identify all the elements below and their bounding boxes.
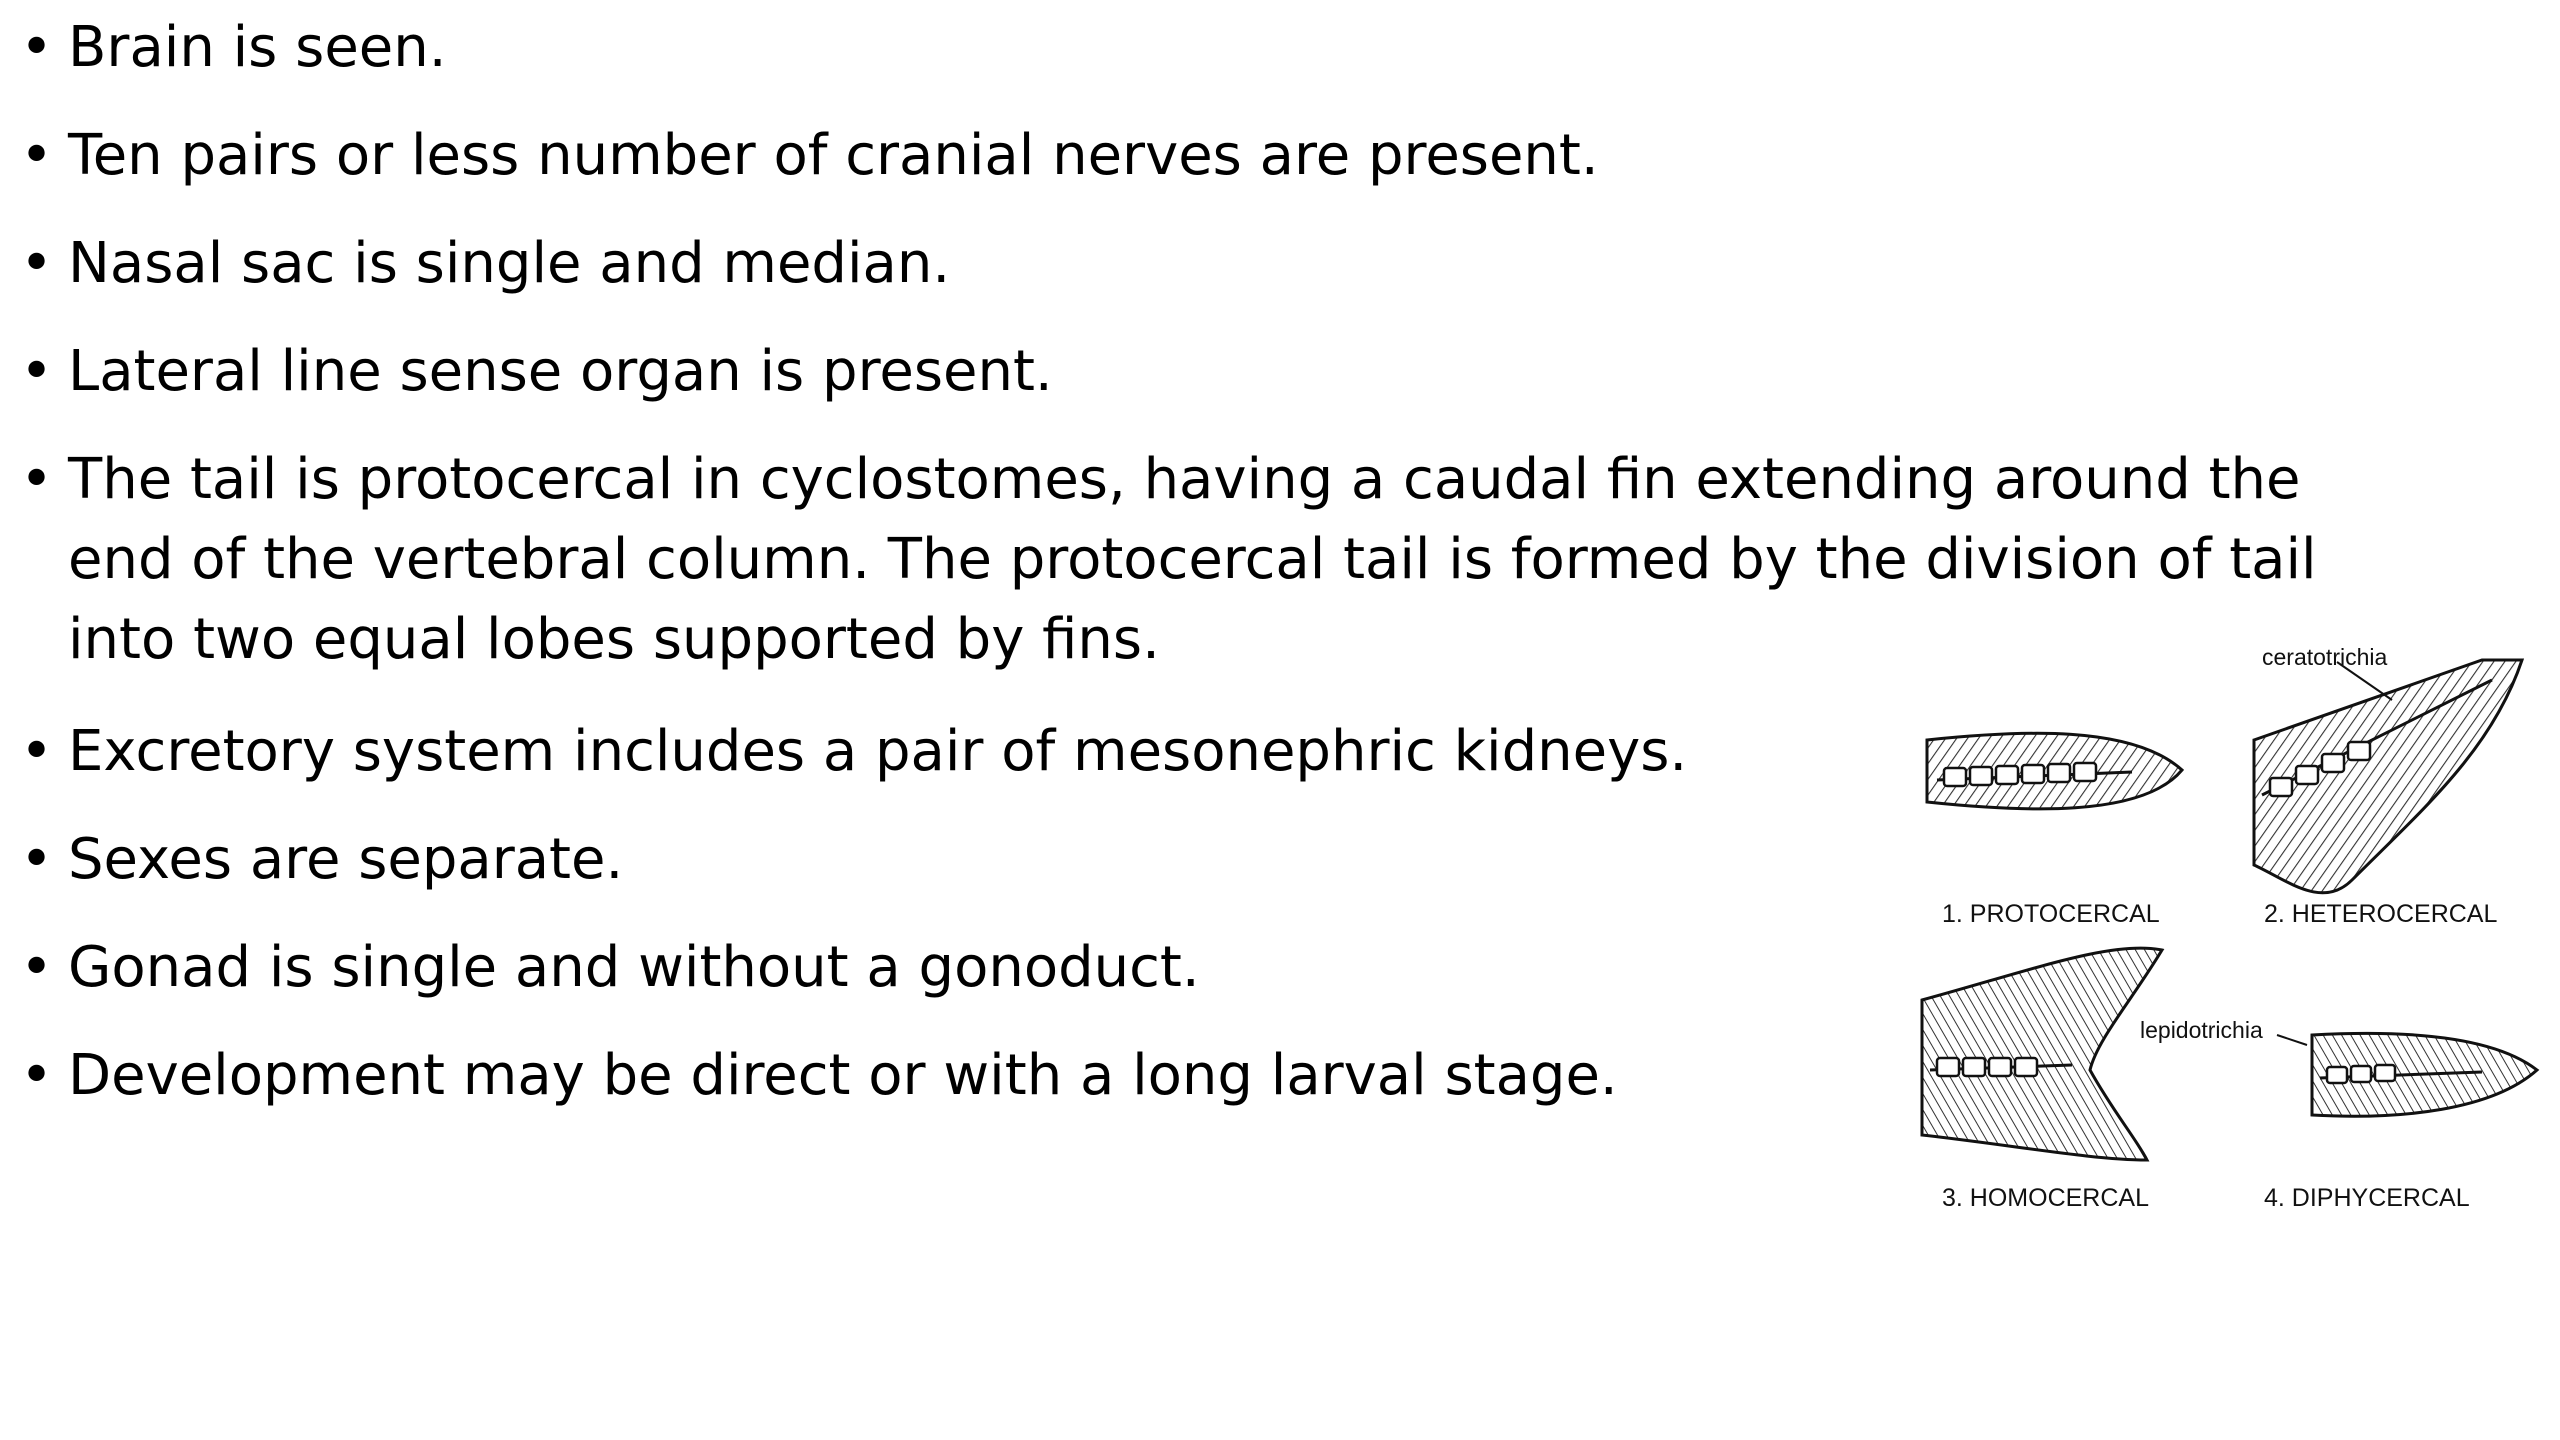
label-homocercal: 3. HOMOCERCAL: [1942, 1184, 2149, 1212]
bullet-text: • Ten pairs or less number of cranial nerves are present.: [68, 123, 1599, 188]
tail-types-figure: [1882, 640, 2550, 1250]
bullet-brain: [20, 8, 2528, 88]
label-heterocercal: 2. HETEROCERCAL: [2264, 900, 2498, 928]
bullet-text: • Development may be direct or with a long larval stage.: [68, 1043, 1618, 1108]
bullet-text: • Lateral line sense organ is present.: [68, 339, 1053, 404]
label-diphycercal: 4. DIPHYCERCAL: [2264, 1184, 2470, 1212]
lepidotrichia-callout: lepidotrichia: [2140, 1017, 2263, 1043]
ceratotrichia-callout: ceratotrichia: [2262, 644, 2388, 670]
bullet-cranial-nerves: [20, 116, 2528, 196]
diphycercal-tail-drawing: [2277, 1033, 2537, 1116]
bullet-text: • Brain is seen.: [68, 15, 447, 80]
bullet-text: • Excretory system includes a pair of mesonephric kidneys.: [68, 719, 1688, 784]
bullet-text: • Gonad is single and without a gonoduct.: [68, 935, 1200, 1000]
homocercal-tail-drawing: [1922, 948, 2162, 1160]
bullet-text-line-3: into two equal lobes supported by fins.: [68, 607, 1160, 672]
heterocercal-tail-drawing: [2254, 660, 2522, 893]
bullet-text: • Nasal sac is single and median.: [68, 231, 951, 296]
tail-types-diagram: [1882, 640, 2550, 1250]
bullet-text: • Sexes are separate.: [68, 827, 624, 892]
protocercal-tail-drawing: [1927, 733, 2182, 809]
bullet-text-line-1: • The tail is protocercal in cyclostomes, having a caudal fin extending around the: [68, 447, 2301, 512]
label-protocercal: 1. PROTOCERCAL: [1942, 900, 2160, 928]
bullet-lateral-line: [20, 332, 2528, 412]
bullet-nasal-sac: [20, 224, 2528, 304]
bullet-text-line-2: end of the vertebral column. The protocercal tail is formed by the division of tail: [68, 527, 2317, 592]
